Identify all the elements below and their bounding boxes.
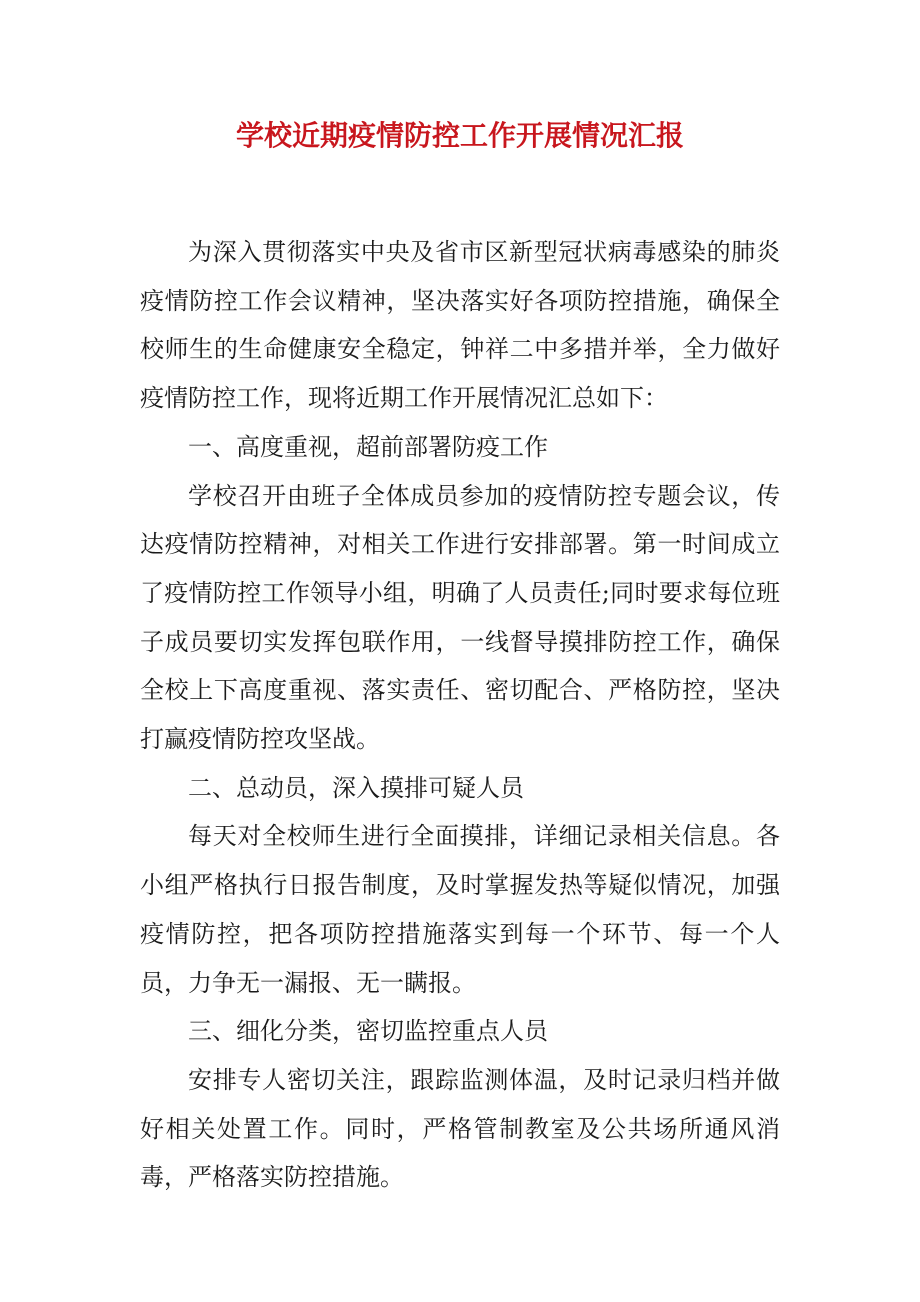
- section-heading-1: 一、高度重视，超前部署防疫工作: [188, 432, 548, 461]
- document-body: [140, 228, 780, 1202]
- section-heading-3: 三、细化分类，密切监控重点人员: [188, 1017, 548, 1046]
- intro-paragraph: 为深入贯彻落实中央及省市区新型冠状病毒感染的肺炎疫情防控工作会议精神，坚决落实好各项防控措施，确保全校师生的生命健康安全稳定，钟祥二中多措并举，全力做好疫情防控工作，现将近期工作开展情况汇总如下：: [140, 238, 780, 413]
- section-heading-2: 二、总动员，深入摸排可疑人员: [188, 773, 524, 802]
- section-paragraph-1: 学校召开由班子全体成员参加的疫情防控专题会议，传达疫情防控精神，对相关工作进行安排部署。第一时间成立了疫情防控工作领导小组，明确了人员责任;同时要求每位班子成员要切实发挥包联作用，一线督导摸排防控工作，确保全校上下高度重视、落实责任、密切配合、严格防控，坚决打赢疫情防控攻坚战。: [140, 481, 780, 754]
- section-paragraph-3: 安排专人密切关注，跟踪监测体温，及时记录归档并做好相关处置工作。同时，严格管制教室及公共场所通风消毒，严格落实防控措施。: [140, 1065, 780, 1192]
- section-paragraph-2: 每天对全校师生进行全面摸排，详细记录相关信息。各小组严格执行日报告制度，及时掌握发热等疑似情况，加强疫情防控，把各项防控措施落实到每一个环节、每一个人员，力争无一漏报、无一瞒报。: [140, 822, 780, 997]
- document-title: 学校近期疫情防控工作开展情况汇报: [235, 119, 684, 152]
